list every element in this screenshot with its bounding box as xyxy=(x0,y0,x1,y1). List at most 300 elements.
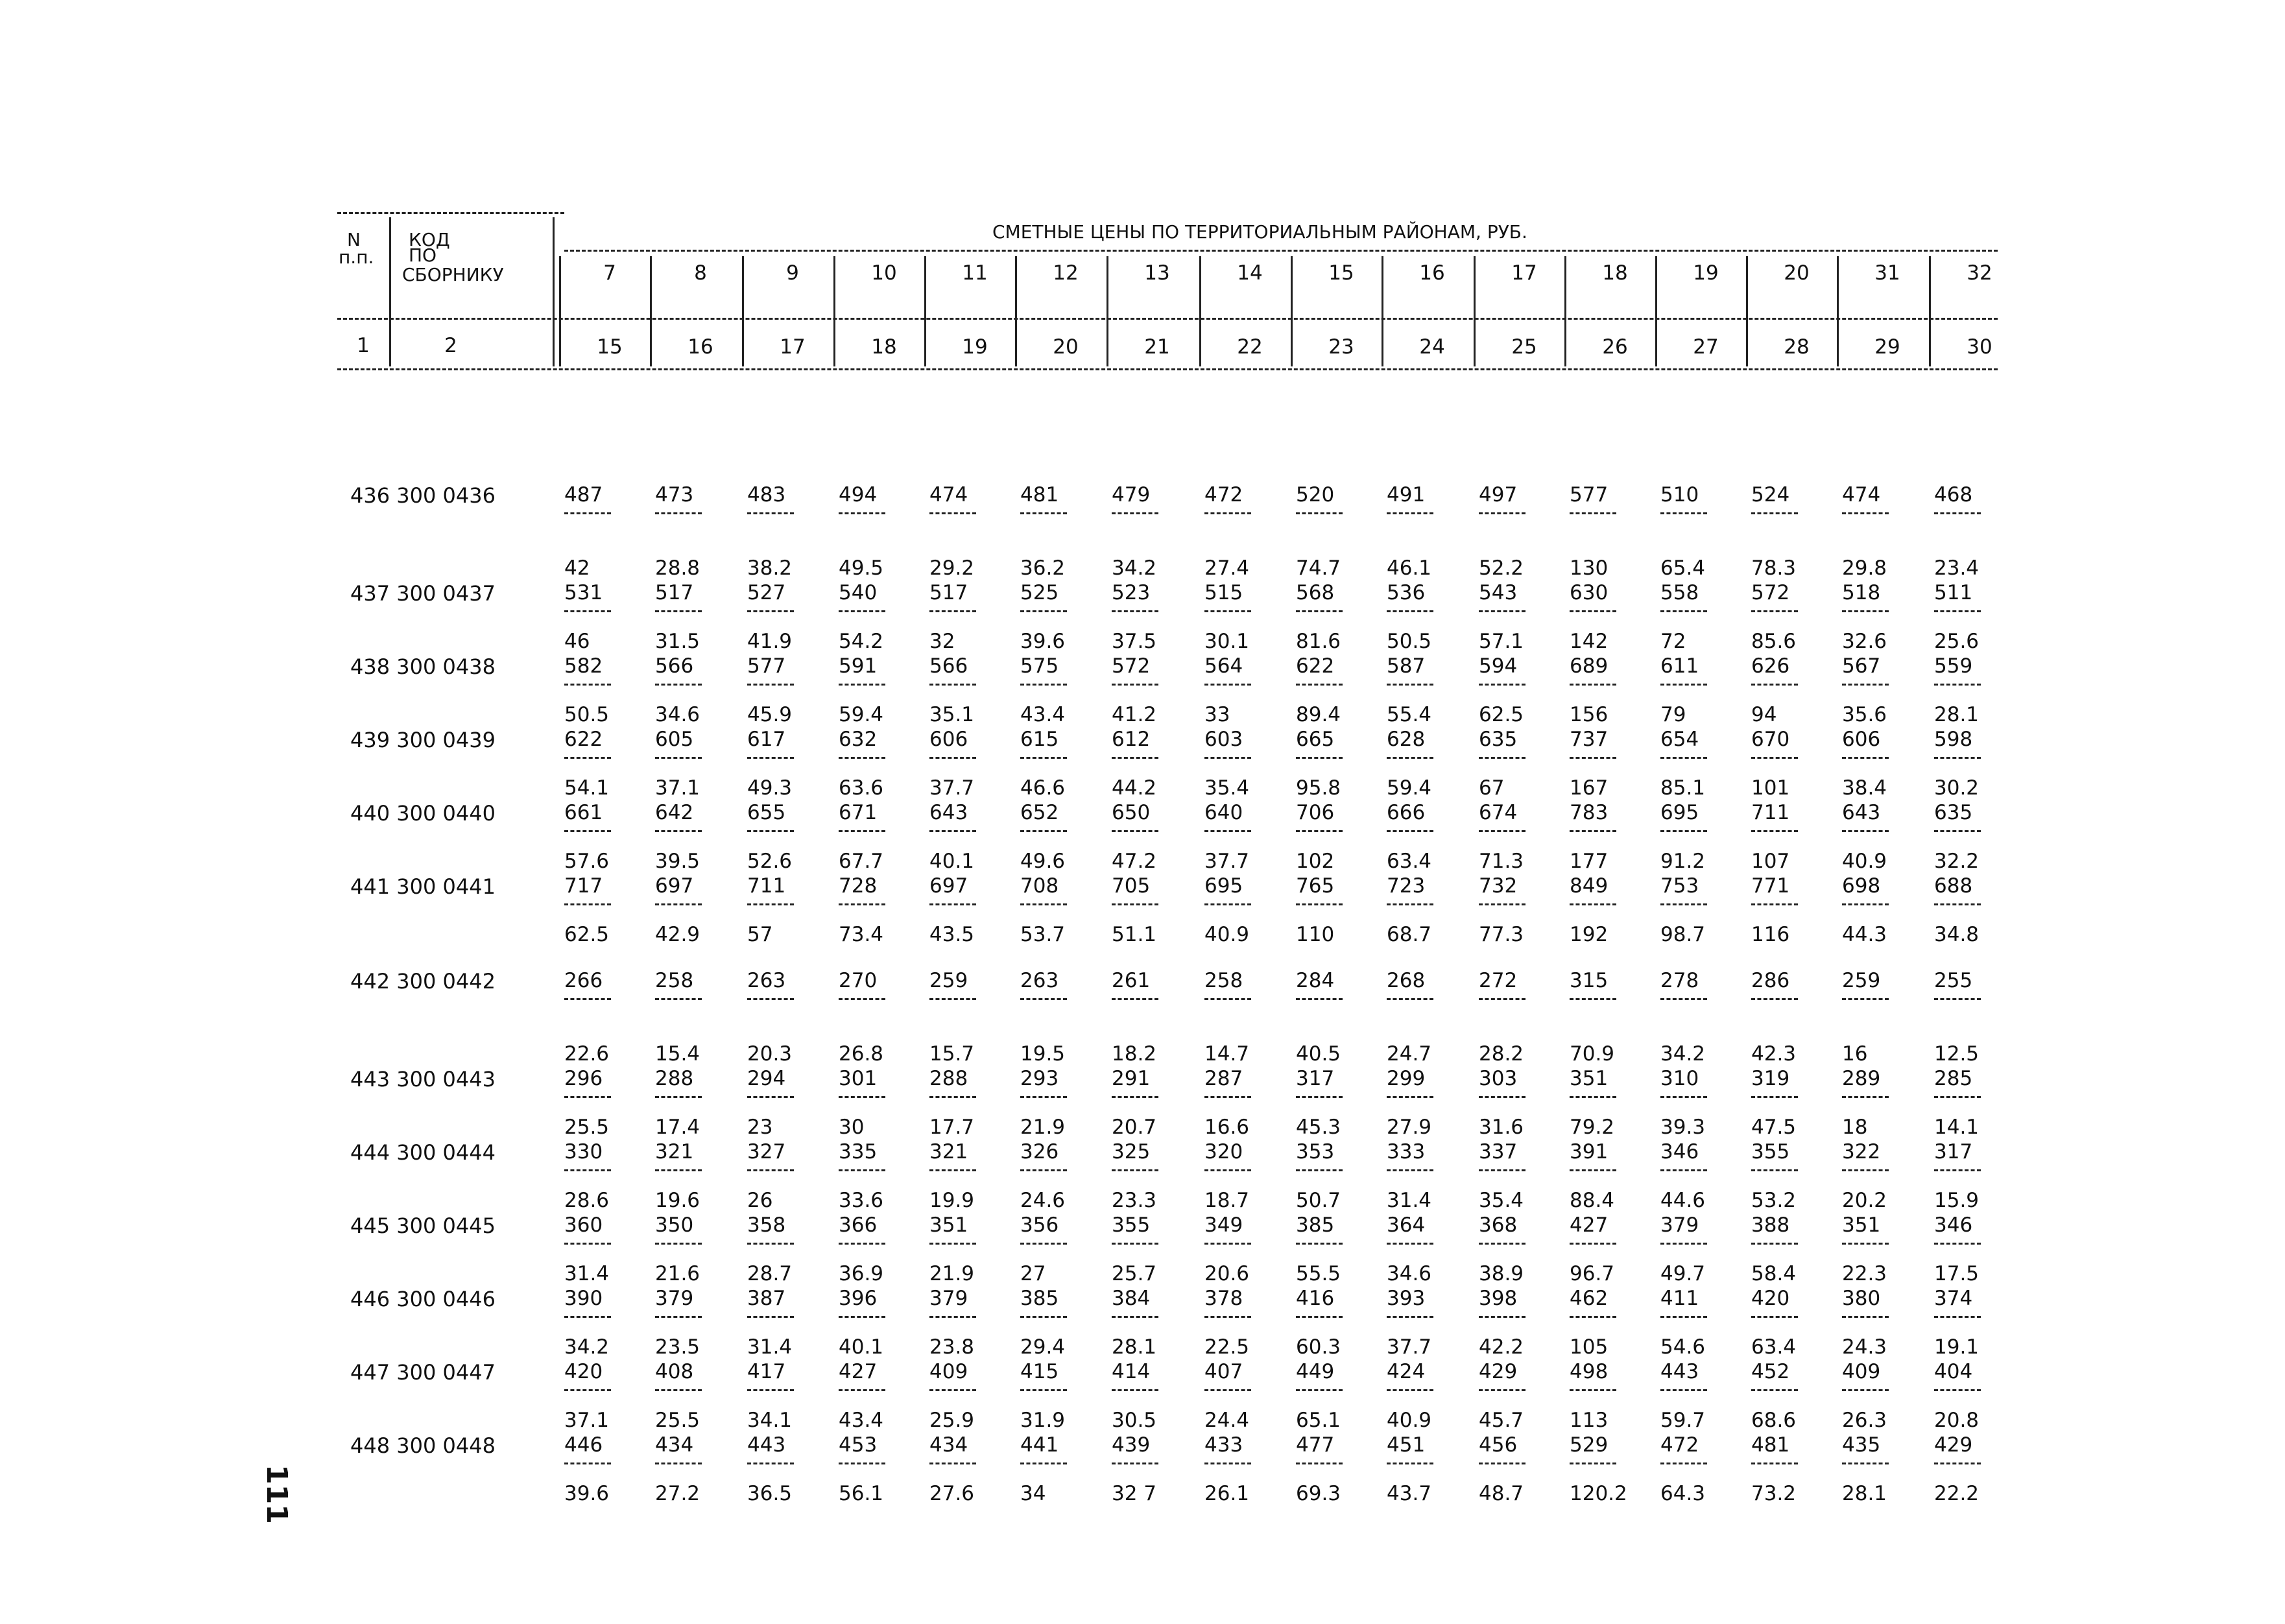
price-numerator: 326 xyxy=(1020,1140,1059,1164)
price-numerator: 315 xyxy=(1570,969,1609,992)
fraction-bar xyxy=(1020,684,1067,686)
fraction-bar xyxy=(1112,610,1158,612)
fraction-bar xyxy=(1660,1096,1707,1098)
price-denominator: 25.5 xyxy=(655,1409,700,1432)
price-denominator: 56.1 xyxy=(839,1482,884,1505)
price-numerator: 301 xyxy=(839,1067,878,1090)
price-numerator: 310 xyxy=(1660,1067,1699,1090)
fraction-bar xyxy=(747,1463,794,1464)
price-numerator: 414 xyxy=(1112,1360,1151,1383)
price-numerator: 531 xyxy=(564,581,603,604)
row-code: 447 300 0447 xyxy=(350,1360,496,1385)
fraction-bar xyxy=(1751,1463,1798,1464)
price-numerator: 278 xyxy=(1660,969,1699,992)
fraction-bar xyxy=(655,512,702,514)
price-denominator: 20.2 xyxy=(1842,1189,1887,1212)
price-numerator: 783 xyxy=(1570,801,1609,824)
column-number: 20 xyxy=(1053,335,1079,359)
fraction-bar xyxy=(839,1096,885,1098)
price-denominator: 29.4 xyxy=(1020,1335,1066,1359)
fraction-bar xyxy=(564,610,611,612)
price-denominator: 55.4 xyxy=(1387,703,1432,726)
price-numerator: 524 xyxy=(1751,483,1790,507)
price-numerator: 462 xyxy=(1570,1287,1609,1310)
fraction-bar xyxy=(1112,1316,1158,1318)
fraction-bar xyxy=(1204,757,1251,759)
row-code: 438 300 0438 xyxy=(350,654,496,679)
price-denominator: 35.1 xyxy=(929,703,975,726)
price-numerator: 689 xyxy=(1570,654,1609,678)
fraction-bar xyxy=(1570,1389,1616,1391)
fraction-bar xyxy=(1387,830,1433,832)
price-denominator: 27.2 xyxy=(655,1482,700,1505)
price-denominator: 40.1 xyxy=(839,1335,884,1359)
fraction-bar xyxy=(1020,1243,1067,1245)
column-number: 30 xyxy=(1967,335,1992,359)
price-denominator: 24.7 xyxy=(1387,1042,1432,1066)
price-numerator: 380 xyxy=(1842,1287,1881,1310)
price-denominator: 27 xyxy=(1020,1262,1046,1285)
price-numerator: 393 xyxy=(1387,1287,1426,1310)
price-numerator: 351 xyxy=(1842,1213,1881,1237)
fraction-bar xyxy=(1751,512,1798,514)
fraction-bar xyxy=(1204,1389,1251,1391)
price-denominator: 36.5 xyxy=(747,1482,793,1505)
price-denominator: 50.5 xyxy=(1387,630,1432,653)
price-numerator: 643 xyxy=(1842,801,1881,824)
fraction-bar xyxy=(1660,1316,1707,1318)
price-denominator: 34 xyxy=(1020,1482,1046,1505)
fraction-bar xyxy=(564,512,611,514)
column-number: 15 xyxy=(597,335,623,359)
price-numerator: 511 xyxy=(1934,581,1973,604)
price-numerator: 420 xyxy=(1751,1287,1790,1310)
price-numerator: 717 xyxy=(564,874,603,898)
price-denominator: 30 xyxy=(839,1116,865,1139)
price-numerator: 628 xyxy=(1387,728,1426,751)
price-numerator: 379 xyxy=(1660,1213,1699,1237)
price-numerator: 288 xyxy=(655,1067,694,1090)
fraction-bar xyxy=(1204,1463,1251,1464)
fraction-bar xyxy=(1570,1169,1616,1171)
fraction-bar xyxy=(1479,903,1525,905)
price-denominator: 22.2 xyxy=(1934,1482,1980,1505)
price-denominator: 142 xyxy=(1570,630,1609,653)
row-code: 445 300 0445 xyxy=(350,1213,496,1238)
price-denominator: 67 xyxy=(1479,776,1505,800)
price-denominator: 85.1 xyxy=(1660,776,1706,800)
region-number: 20 xyxy=(1784,261,1810,285)
price-denominator: 40.9 xyxy=(1387,1409,1432,1432)
header-mid-rule xyxy=(337,318,1998,320)
fraction-bar xyxy=(1479,684,1525,686)
price-numerator: 497 xyxy=(1479,483,1518,507)
fraction-bar xyxy=(655,610,702,612)
fraction-bar xyxy=(1842,903,1889,905)
price-numerator: 481 xyxy=(1751,1433,1790,1457)
price-numerator: 765 xyxy=(1296,874,1335,898)
price-numerator: 364 xyxy=(1387,1213,1426,1237)
code-label-po: ПО xyxy=(409,245,437,266)
price-numerator: 622 xyxy=(1296,654,1335,678)
price-numerator: 498 xyxy=(1570,1360,1609,1383)
price-denominator: 91.2 xyxy=(1660,850,1706,873)
column-number: 16 xyxy=(688,335,713,359)
fraction-bar xyxy=(1020,998,1067,1000)
fraction-bar xyxy=(1020,757,1067,759)
price-numerator: 598 xyxy=(1934,728,1973,751)
price-numerator: 319 xyxy=(1751,1067,1790,1090)
fraction-bar xyxy=(1479,1316,1525,1318)
price-numerator: 523 xyxy=(1112,581,1151,604)
price-denominator: 102 xyxy=(1296,850,1335,873)
fraction-bar xyxy=(1204,512,1251,514)
price-denominator: 88.4 xyxy=(1570,1189,1615,1212)
column-number: 26 xyxy=(1602,335,1628,359)
row-code: 437 300 0437 xyxy=(350,581,496,606)
fraction-bar xyxy=(655,757,702,759)
price-denominator: 19.5 xyxy=(1020,1042,1066,1066)
price-numerator: 346 xyxy=(1934,1213,1973,1237)
price-numerator: 708 xyxy=(1020,874,1059,898)
price-numerator: 433 xyxy=(1204,1433,1243,1457)
header-bottom-rule xyxy=(337,368,1998,370)
price-numerator: 577 xyxy=(1570,483,1609,507)
price-numerator: 294 xyxy=(747,1067,786,1090)
price-numerator: 255 xyxy=(1934,969,1973,992)
price-denominator: 24.3 xyxy=(1842,1335,1887,1359)
fraction-bar xyxy=(1387,1169,1433,1171)
price-numerator: 424 xyxy=(1387,1360,1426,1383)
row-code: 441 300 0441 xyxy=(350,874,496,899)
fraction-bar xyxy=(1020,1389,1067,1391)
price-numerator: 711 xyxy=(747,874,786,898)
row-code: 442 300 0442 xyxy=(350,969,496,994)
price-denominator: 34.6 xyxy=(655,703,700,726)
price-numerator: 540 xyxy=(839,581,878,604)
price-denominator: 21.9 xyxy=(1020,1116,1066,1139)
price-denominator: 116 xyxy=(1751,923,1790,946)
fraction-bar xyxy=(1112,903,1158,905)
price-denominator: 23.5 xyxy=(655,1335,700,1359)
fraction-bar xyxy=(1296,684,1343,686)
price-numerator: 387 xyxy=(747,1287,786,1310)
fraction-bar xyxy=(1387,512,1433,514)
price-denominator: 85.6 xyxy=(1751,630,1797,653)
price-numerator: 661 xyxy=(564,801,603,824)
fraction-bar xyxy=(564,1243,611,1245)
fraction-bar xyxy=(1934,1169,1981,1171)
fraction-bar xyxy=(1934,757,1981,759)
price-numerator: 368 xyxy=(1479,1213,1518,1237)
price-numerator: 296 xyxy=(564,1067,603,1090)
price-denominator: 26.8 xyxy=(839,1042,884,1066)
price-denominator: 15.4 xyxy=(655,1042,700,1066)
price-denominator: 17.7 xyxy=(929,1116,975,1139)
fraction-bar xyxy=(1570,998,1616,1000)
price-denominator: 55.5 xyxy=(1296,1262,1341,1285)
fraction-bar xyxy=(564,903,611,905)
price-denominator: 78.3 xyxy=(1751,556,1797,580)
fraction-bar xyxy=(1296,1463,1343,1464)
fraction-bar xyxy=(655,1316,702,1318)
price-denominator: 47.5 xyxy=(1751,1116,1797,1139)
region-number: 18 xyxy=(1602,261,1628,285)
price-numerator: 473 xyxy=(655,483,694,507)
price-denominator: 32.2 xyxy=(1934,850,1980,873)
price-denominator: 94 xyxy=(1751,703,1777,726)
price-numerator: 272 xyxy=(1479,969,1518,992)
price-denominator: 37.1 xyxy=(655,776,700,800)
price-numerator: 737 xyxy=(1570,728,1609,751)
price-denominator: 20.8 xyxy=(1934,1409,1980,1432)
price-denominator: 30.2 xyxy=(1934,776,1980,800)
price-denominator: 23.3 xyxy=(1112,1189,1157,1212)
fraction-bar xyxy=(1570,903,1616,905)
fraction-bar xyxy=(1112,1389,1158,1391)
price-numerator: 396 xyxy=(839,1287,878,1310)
fraction-bar xyxy=(839,903,885,905)
price-denominator: 37.5 xyxy=(1112,630,1157,653)
price-numerator: 404 xyxy=(1934,1360,1973,1383)
fraction-bar xyxy=(1934,998,1981,1000)
price-numerator: 263 xyxy=(1020,969,1059,992)
fraction-bar xyxy=(1751,684,1798,686)
fraction-bar xyxy=(1842,610,1889,612)
price-numerator: 335 xyxy=(839,1140,878,1164)
price-numerator: 434 xyxy=(655,1433,694,1457)
price-numerator: 268 xyxy=(1387,969,1426,992)
price-numerator: 665 xyxy=(1296,728,1335,751)
fraction-bar xyxy=(1204,830,1251,832)
column-number: 24 xyxy=(1419,335,1445,359)
region-number: 14 xyxy=(1237,261,1263,285)
fraction-bar xyxy=(1660,512,1707,514)
price-denominator: 41.2 xyxy=(1112,703,1157,726)
price-numerator: 568 xyxy=(1296,581,1335,604)
price-denominator: 81.6 xyxy=(1296,630,1341,653)
price-denominator: 39.3 xyxy=(1660,1116,1706,1139)
price-numerator: 346 xyxy=(1660,1140,1699,1164)
price-numerator: 299 xyxy=(1387,1067,1426,1090)
fraction-bar xyxy=(1934,1096,1981,1098)
price-numerator: 266 xyxy=(564,969,603,992)
price-numerator: 558 xyxy=(1660,581,1699,604)
fraction-bar xyxy=(1479,757,1525,759)
price-denominator: 113 xyxy=(1570,1409,1609,1432)
price-numerator: 409 xyxy=(1842,1360,1881,1383)
price-denominator: 29.8 xyxy=(1842,556,1887,580)
fraction-bar xyxy=(564,830,611,832)
fraction-bar xyxy=(1112,1243,1158,1245)
price-denominator: 30.5 xyxy=(1112,1409,1157,1432)
price-numerator: 379 xyxy=(655,1287,694,1310)
price-denominator: 34.2 xyxy=(1112,556,1157,580)
fraction-bar xyxy=(1020,512,1067,514)
price-denominator: 31.4 xyxy=(1387,1189,1432,1212)
fraction-bar xyxy=(1842,1316,1889,1318)
price-denominator: 40.9 xyxy=(1204,923,1250,946)
price-numerator: 472 xyxy=(1660,1433,1699,1457)
price-denominator: 37.7 xyxy=(929,776,975,800)
price-denominator: 30.1 xyxy=(1204,630,1250,653)
price-denominator: 28.1 xyxy=(1934,703,1980,726)
price-numerator: 630 xyxy=(1570,581,1609,604)
region-number: 9 xyxy=(786,261,799,285)
column-number: 18 xyxy=(871,335,897,359)
fraction-bar xyxy=(564,998,611,1000)
price-denominator: 79.2 xyxy=(1570,1116,1615,1139)
fraction-bar xyxy=(1296,1389,1343,1391)
region-number: 11 xyxy=(962,261,988,285)
price-numerator: 258 xyxy=(655,969,694,992)
np-label-pp: п.п. xyxy=(339,246,374,268)
price-numerator: 325 xyxy=(1112,1140,1151,1164)
fraction-bar xyxy=(1479,1389,1525,1391)
column-number: 19 xyxy=(962,335,988,359)
price-numerator: 771 xyxy=(1751,874,1790,898)
price-denominator: 31.4 xyxy=(564,1262,610,1285)
row-code: 448 300 0448 xyxy=(350,1433,496,1458)
fraction-bar xyxy=(1751,1243,1798,1245)
fraction-bar xyxy=(1479,1463,1525,1464)
price-denominator: 89.4 xyxy=(1296,703,1341,726)
fraction-bar xyxy=(929,998,976,1000)
price-denominator: 18.7 xyxy=(1204,1189,1250,1212)
price-numerator: 849 xyxy=(1570,874,1609,898)
fraction-bar xyxy=(1204,1243,1251,1245)
fraction-bar xyxy=(839,757,885,759)
fraction-bar xyxy=(564,1169,611,1171)
price-denominator: 18.2 xyxy=(1112,1042,1157,1066)
fraction-bar xyxy=(655,1169,702,1171)
fraction-bar xyxy=(1387,903,1433,905)
price-numerator: 261 xyxy=(1112,969,1151,992)
fraction-bar xyxy=(929,1463,976,1464)
fraction-bar xyxy=(1112,1169,1158,1171)
price-numerator: 655 xyxy=(747,801,786,824)
price-numerator: 420 xyxy=(564,1360,603,1383)
price-denominator: 39.6 xyxy=(564,1482,610,1505)
header-title: СМЕТНЫЕ ЦЕНЫ ПО ТЕРРИТОРИАЛЬНЫМ РАЙОНАМ, РУБ. xyxy=(992,221,1527,243)
price-denominator: 49.6 xyxy=(1020,850,1066,873)
price-denominator: 43.7 xyxy=(1387,1482,1432,1505)
header-divider-code xyxy=(553,217,555,366)
price-denominator: 156 xyxy=(1570,703,1609,726)
header-title-rule xyxy=(564,250,1998,252)
price-numerator: 650 xyxy=(1112,801,1151,824)
fraction-bar xyxy=(747,1169,794,1171)
price-denominator: 33.6 xyxy=(839,1189,884,1212)
price-denominator: 37.7 xyxy=(1387,1335,1432,1359)
price-numerator: 452 xyxy=(1751,1360,1790,1383)
price-numerator: 711 xyxy=(1751,801,1790,824)
fraction-bar xyxy=(1570,1316,1616,1318)
price-numerator: 654 xyxy=(1660,728,1699,751)
price-numerator: 605 xyxy=(655,728,694,751)
fraction-bar xyxy=(839,830,885,832)
page-number: 111 xyxy=(260,1464,293,1524)
price-denominator: 65.4 xyxy=(1660,556,1706,580)
price-denominator: 49.7 xyxy=(1660,1262,1706,1285)
fraction-bar xyxy=(564,757,611,759)
fraction-bar xyxy=(839,1463,885,1464)
fraction-bar xyxy=(1570,1243,1616,1245)
price-numerator: 350 xyxy=(655,1213,694,1237)
price-denominator: 73.4 xyxy=(839,923,884,946)
fraction-bar xyxy=(1112,1463,1158,1464)
fraction-bar xyxy=(1020,1096,1067,1098)
price-denominator: 64.3 xyxy=(1660,1482,1706,1505)
column-divider xyxy=(559,256,561,366)
price-denominator: 34.2 xyxy=(1660,1042,1706,1066)
fraction-bar xyxy=(1842,1389,1889,1391)
fraction-bar xyxy=(839,512,885,514)
price-denominator: 31.6 xyxy=(1479,1116,1524,1139)
price-numerator: 695 xyxy=(1660,801,1699,824)
price-denominator: 63.4 xyxy=(1751,1335,1797,1359)
price-numerator: 322 xyxy=(1842,1140,1881,1164)
price-numerator: 728 xyxy=(839,874,878,898)
fraction-bar xyxy=(747,1389,794,1391)
fraction-bar xyxy=(1570,830,1616,832)
price-denominator: 22.5 xyxy=(1204,1335,1250,1359)
fraction-bar xyxy=(747,1243,794,1245)
region-number: 32 xyxy=(1967,261,1992,285)
price-denominator: 16.6 xyxy=(1204,1116,1250,1139)
price-denominator: 67.7 xyxy=(839,850,884,873)
fraction-bar xyxy=(1751,998,1798,1000)
fraction-bar xyxy=(839,1316,885,1318)
price-denominator: 28.8 xyxy=(655,556,700,580)
price-numerator: 287 xyxy=(1204,1067,1243,1090)
fraction-bar xyxy=(1296,903,1343,905)
price-numerator: 617 xyxy=(747,728,786,751)
price-numerator: 622 xyxy=(564,728,603,751)
fraction-bar xyxy=(747,1096,794,1098)
fraction-bar xyxy=(1387,757,1433,759)
price-numerator: 434 xyxy=(929,1433,968,1457)
price-numerator: 385 xyxy=(1296,1213,1335,1237)
fraction-bar xyxy=(1479,1243,1525,1245)
price-numerator: 384 xyxy=(1112,1287,1151,1310)
price-numerator: 358 xyxy=(747,1213,786,1237)
price-numerator: 487 xyxy=(564,483,603,507)
price-numerator: 642 xyxy=(655,801,694,824)
price-numerator: 443 xyxy=(747,1433,786,1457)
price-denominator: 25.9 xyxy=(929,1409,975,1432)
price-numerator: 317 xyxy=(1934,1140,1973,1164)
price-denominator: 54.1 xyxy=(564,776,610,800)
row-code: 446 300 0446 xyxy=(350,1287,496,1311)
price-numerator: 652 xyxy=(1020,801,1059,824)
price-numerator: 529 xyxy=(1570,1433,1609,1457)
fraction-bar xyxy=(1660,1463,1707,1464)
fraction-bar xyxy=(1660,757,1707,759)
price-numerator: 449 xyxy=(1296,1360,1335,1383)
price-denominator: 58.4 xyxy=(1751,1262,1797,1285)
price-numerator: 732 xyxy=(1479,874,1518,898)
fraction-bar xyxy=(1387,610,1433,612)
price-denominator: 23.4 xyxy=(1934,556,1980,580)
price-denominator: 15.7 xyxy=(929,1042,975,1066)
fraction-bar xyxy=(1479,610,1525,612)
fraction-bar xyxy=(747,512,794,514)
price-denominator: 15.9 xyxy=(1934,1189,1980,1212)
price-numerator: 566 xyxy=(929,654,968,678)
price-numerator: 439 xyxy=(1112,1433,1151,1457)
price-numerator: 263 xyxy=(747,969,786,992)
